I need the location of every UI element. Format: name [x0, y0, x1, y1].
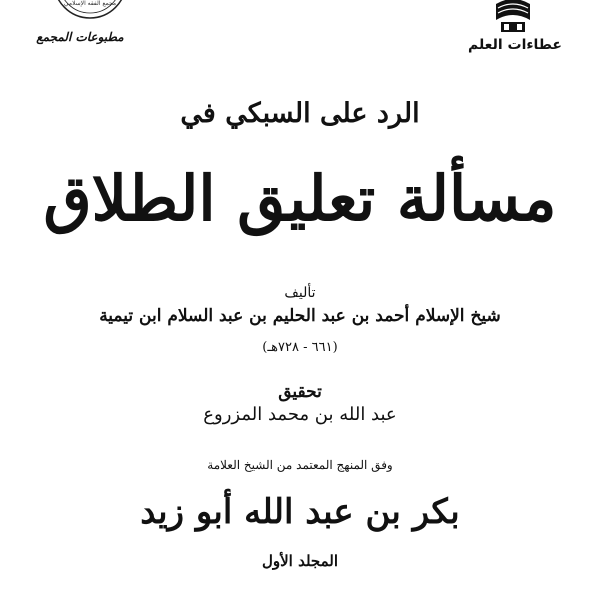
- book-subtitle: الرد على السبكي في: [180, 98, 420, 129]
- series-label: مطبوعات المجمع: [36, 30, 124, 44]
- editor-name: عبد الله بن محمد المزروع: [203, 404, 397, 425]
- publisher-name: عطاءات العلم: [467, 37, 562, 53]
- author-name: شيخ الإسلام أحمد بن عبد الحليم بن عبد السلام ابن تيمية: [99, 306, 501, 326]
- volume-label: المجلد الأول: [261, 552, 339, 570]
- method-line: وفق المنهج المعتمد من الشيخ العلامة: [207, 458, 393, 472]
- author-dates: (٦٦١ - ٧٢٨هـ): [262, 340, 338, 355]
- authored-label: تأليف: [284, 285, 316, 301]
- seal-text: مجمع الفقه الإسلامي: [63, 0, 117, 7]
- tahqiq-label: تحقيق: [278, 382, 322, 402]
- book-title: مسألة تعليق الطلاق: [43, 162, 557, 235]
- scholar-name: بكر بن عبد الله أبو زيد: [140, 492, 460, 532]
